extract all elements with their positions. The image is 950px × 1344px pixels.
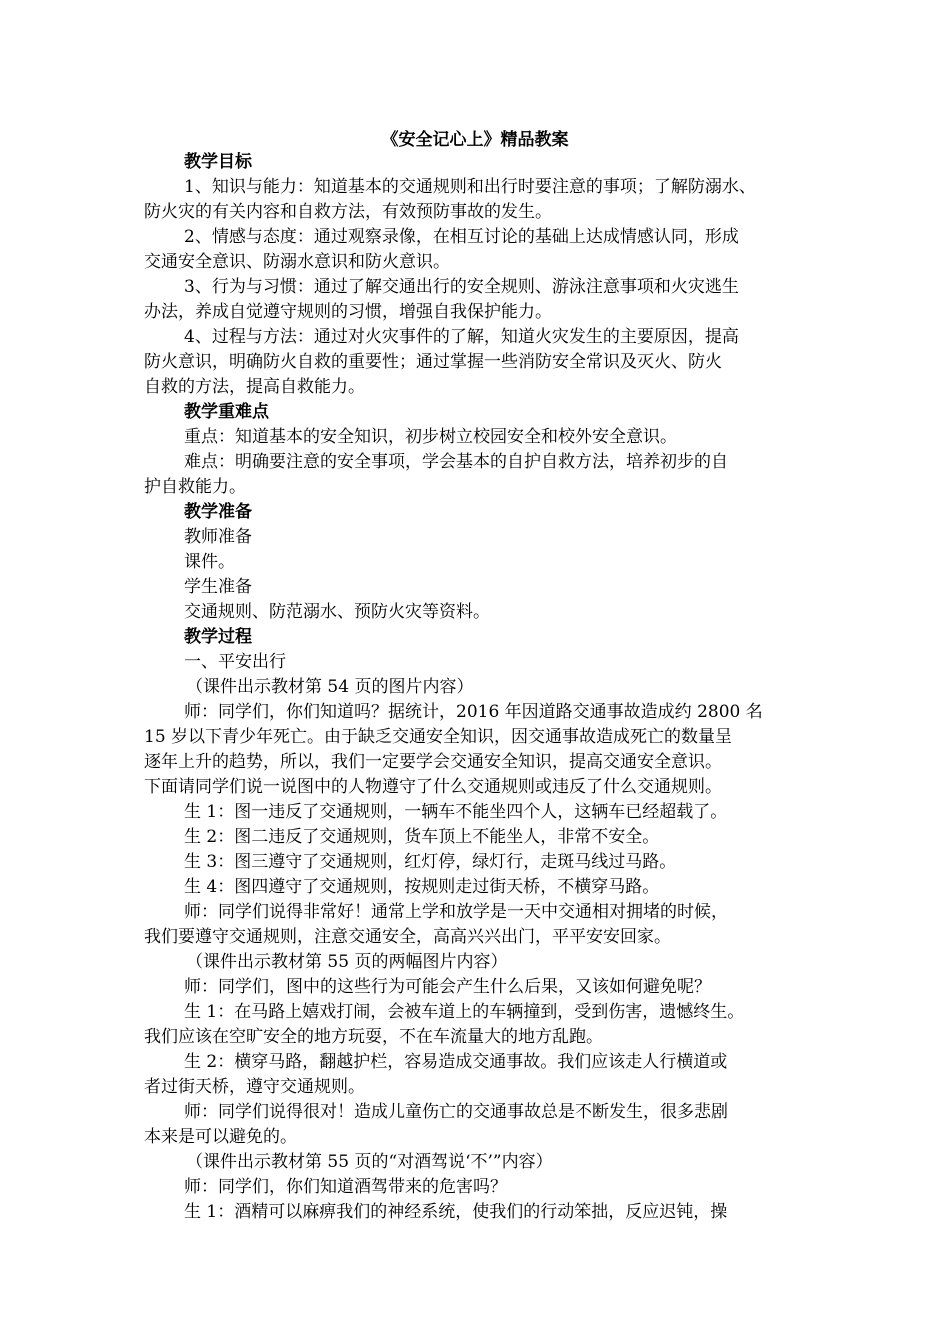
heading-teaching-goals: 教学目标 — [184, 152, 252, 172]
text-line: 逐年上升的趋势，所以，我们一定要学会交通安全知识，提高交通安全意识。 — [144, 752, 722, 772]
text-line: 生 2：横穿马路，翻越护栏，容易造成交通事故。我们应该走人行横道或 — [184, 1052, 728, 1072]
text-line: 教师准备 — [184, 527, 252, 547]
text-line: 我们要遵守交通规则，注意交通安全，高高兴兴出门，平平安安回家。 — [144, 927, 671, 947]
text-line: 生 4：图四遵守了交通规则，按规则走过街天桥，不横穿马路。 — [184, 877, 660, 897]
text-line: 课件。 — [184, 552, 235, 572]
text-line: 师：同学们说得很对！造成儿童伤亡的交通事故总是不断发生，很多悲剧 — [184, 1102, 728, 1122]
text-line: 生 1：图一违反了交通规则，一辆车不能坐四个人，这辆车已经超载了。 — [184, 802, 728, 822]
text-line: 我们应该在空旷安全的地方玩耍，不在车流量大的地方乱跑。 — [144, 1027, 603, 1047]
text-line: 难点：明确要注意的安全事项，学会基本的自护自救方法，培养初步的自 — [184, 452, 728, 472]
text-line: 防火灾的有关内容和自救方法，有效预防事故的发生。 — [144, 202, 552, 222]
text-line: 交通规则、防范溺水、预防火灾等资料。 — [184, 602, 490, 622]
text-line: 护自救能力。 — [144, 477, 246, 497]
heading-teaching-preparation: 教学准备 — [184, 502, 252, 522]
text-line: 本来是可以避免的。 — [144, 1127, 297, 1147]
text-line: 3、行为与习惯：通过了解交通出行的安全规则、游泳注意事项和火灾逃生 — [184, 277, 739, 297]
text-line: （课件出示教材第 55 页的“对酒驾说‘不’”内容） — [186, 1152, 553, 1172]
text-line: 师：同学们，你们知道酒驾带来的危害吗？ — [184, 1177, 507, 1197]
text-line: 师：同学们，图中的这些行为可能会产生什么后果，又该如何避免呢？ — [184, 977, 711, 997]
text-line: 生 2：图二违反了交通规则，货车顶上不能坐人，非常不安全。 — [184, 827, 660, 847]
text-line: 生 3：图三遵守了交通规则，红灯停，绿灯行，走斑马线过马路。 — [184, 852, 677, 872]
text-line: 生 1：在马路上嬉戏打闹，会被车道上的车辆撞到，受到伤害，遗憾终生。 — [184, 1002, 745, 1022]
text-line: 学生准备 — [184, 577, 252, 597]
heading-teaching-process: 教学过程 — [184, 627, 252, 647]
text-line: （课件出示教材第 55 页的两幅图片内容） — [186, 952, 508, 972]
text-line: （课件出示教材第 54 页的图片内容） — [186, 677, 474, 697]
text-line: 者过街天桥，遵守交通规则。 — [144, 1077, 365, 1097]
text-line: 师：同学们，你们知道吗？据统计，2016 年因道路交通事故造成约 2800 名 — [184, 702, 763, 722]
text-line: 办法，养成自觉遵守规则的习惯，增强自我保护能力。 — [144, 302, 552, 322]
text-line: 一、平安出行 — [184, 652, 286, 672]
text-line: 自救的方法，提高自救能力。 — [144, 377, 365, 397]
text-line: 生 1：酒精可以麻痹我们的神经系统，使我们的行动笨拙，反应迟钝，操 — [184, 1202, 728, 1222]
text-line: 师：同学们说得非常好！通常上学和放学是一天中交通相对拥堵的时候， — [184, 902, 728, 922]
text-line: 下面请同学们说一说图中的人物遵守了什么交通规则或违反了什么交通规则。 — [144, 777, 722, 797]
text-line: 4、过程与方法：通过对火灾事件的了解，知道火灾发生的主要原因，提高 — [184, 327, 739, 347]
text-line: 15 岁以下青少年死亡。由于缺乏交通安全知识，因交通事故造成死亡的数量呈 — [144, 727, 733, 747]
text-line: 交通安全意识、防溺水意识和防火意识。 — [144, 252, 450, 272]
text-line: 1、知识与能力：知道基本的交通规则和出行时要注意的事项；了解防溺水、 — [184, 177, 756, 197]
text-line: 2、情感与态度：通过观察录像，在相互讨论的基础上达成情感认同，形成 — [184, 227, 739, 247]
text-line: 防火意识，明确防火自救的重要性；通过掌握一些消防安全常识及灭火、防火 — [144, 352, 722, 372]
text-line: 重点：知道基本的安全知识，初步树立校园安全和校外安全意识。 — [184, 427, 677, 447]
document-title: 《安全记心上》精品教案 — [381, 130, 569, 150]
heading-key-difficult-points: 教学重难点 — [184, 402, 269, 422]
